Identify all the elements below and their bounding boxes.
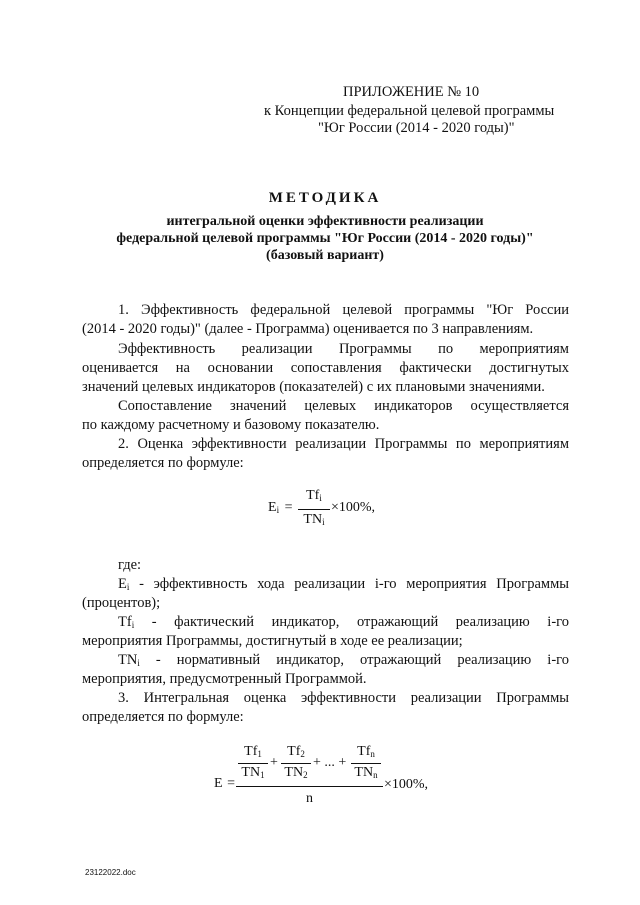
def2-line-2: мероприятия Программы, достигнутый в ходе ее реализации; <box>82 633 463 649</box>
formula2-term1-numerator: $Tf_1$ <box>244 744 262 759</box>
formula2-termn-bar <box>351 763 381 764</box>
subtitle-line-2: федеральной целевой программы "Юг России (2014 - 2020 годы)" <box>116 231 534 246</box>
formula2-term2-bar <box>281 763 311 764</box>
where-label: где: <box>118 557 142 573</box>
formula2-equals: = <box>227 776 235 791</box>
para3-line-2: по каждому расчетному и базовому показателю. <box>82 417 380 433</box>
formula2-term2-numerator: $Tf_2$ <box>287 744 305 759</box>
document-title: МЕТОДИКА <box>268 190 382 206</box>
appendix-program-name: "Юг России (2014 - 2020 годы)" <box>318 120 515 136</box>
formula2-term1-bar <box>238 763 268 764</box>
def3-line-2: мероприятия, предусмотренный Программой. <box>82 671 367 687</box>
formula2-termn-numerator: $Tf_n$ <box>357 744 375 759</box>
formula2-tail: ×100%, <box>384 777 429 792</box>
para4-line-1: 2. Оценка эффективности реализации Программы по мероприятиям <box>118 436 569 452</box>
formula1-denominator: $TN_i$ <box>303 512 325 527</box>
para1-line-2: (2014 - 2020 годы)" (далее - Программа) оценивается по 3 направлениям. <box>82 321 534 337</box>
formula2-term2-denominator: $TN_2$ <box>284 765 308 780</box>
subtitle-line-3: (базовый вариант) <box>266 248 384 263</box>
formula1-tail: ×100%, <box>331 500 376 515</box>
def3-line-1: $TN_i$ - нормативный индикатор, отражающий реализацию i-го <box>118 652 569 668</box>
para1-line-1: 1. Эффективность федеральной целевой программы "Юг России <box>118 302 569 318</box>
formula1-equals: = <box>284 500 293 515</box>
para3-line-1: Сопоставление значений целевых индикаторов осуществляется <box>118 398 569 414</box>
formula1-fraction-bar <box>298 509 330 510</box>
para2-line-3: значений целевых индикаторов (показателей) с их плановыми значениями. <box>82 379 545 395</box>
formula2-ellipsis: + ... + <box>313 755 347 770</box>
para5-line-1: 3. Интегральная оценка эффективности реализации Программы <box>118 690 569 706</box>
formula2-termn-denominator: $TN_n$ <box>354 765 378 780</box>
def2-line-1: $Tf_i$ - фактический индикатор, отражающий реализацию i-го <box>118 614 569 630</box>
formula2-lhs: E <box>214 776 223 791</box>
footer-filename: 23122022.doc <box>85 868 136 877</box>
appendix-number: ПРИЛОЖЕНИЕ № 10 <box>343 84 480 100</box>
subtitle-line-1: интегральной оценки эффективности реализации <box>166 214 484 229</box>
para2-line-2: оценивается на основании сопоставления фактически достигнутых <box>82 360 569 376</box>
formula1-numerator: $Tf_i$ <box>306 488 322 503</box>
para4-line-2: определяется по формуле: <box>82 455 244 471</box>
formula1-lhs: E <box>268 500 277 515</box>
def1-line-1: $E_i$ - эффективность хода реализации i-го мероприятия Программы <box>118 576 569 592</box>
formula2-plus: + <box>270 755 278 770</box>
appendix-reference: к Концепции федеральной целевой программы <box>264 103 555 119</box>
formula2-denominator: n <box>306 791 313 806</box>
para2-line-1: Эффективность реализации Программы по мероприятиям <box>118 341 569 357</box>
def1-line-2: (процентов); <box>82 595 161 611</box>
formula2-main-fraction-bar <box>236 786 383 787</box>
formula2-term1-denominator: $TN_1$ <box>241 765 265 780</box>
para5-line-2: определяется по формуле: <box>82 709 244 725</box>
